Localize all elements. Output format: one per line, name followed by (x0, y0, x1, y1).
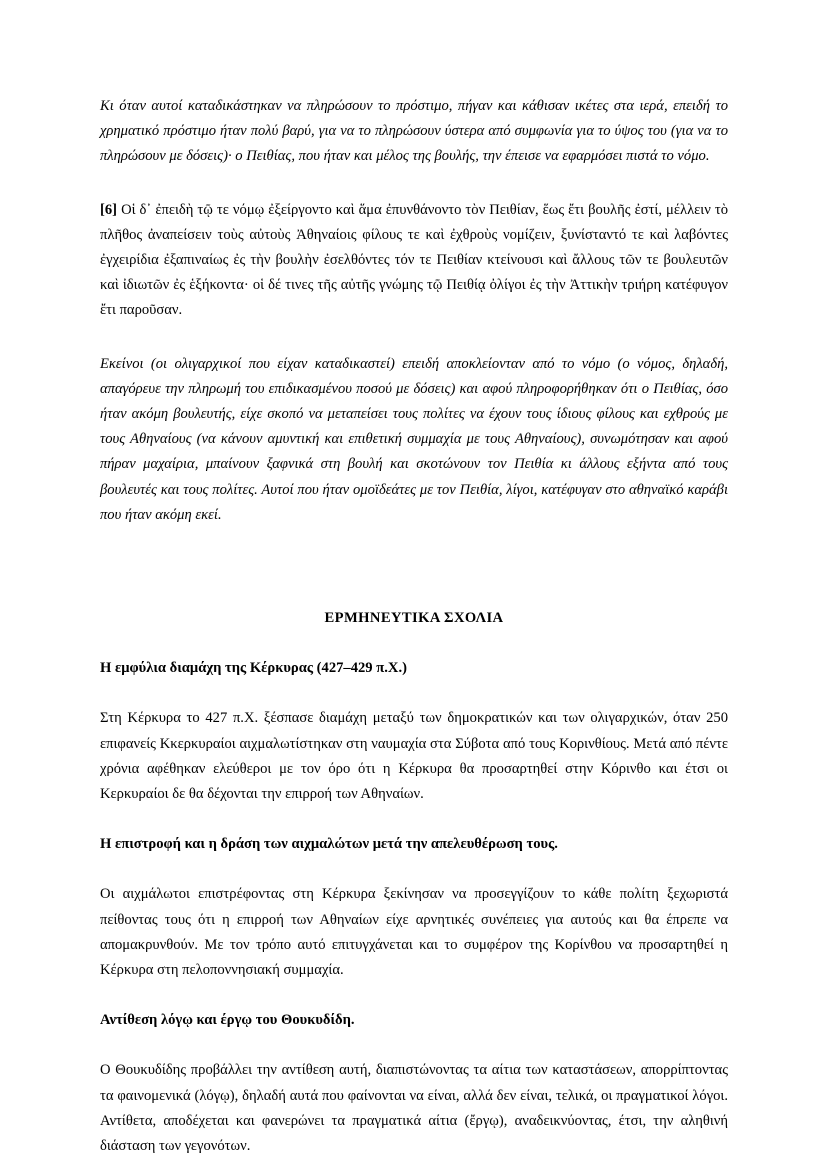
subheading-prisoners-return: Η επιστροφή και η δράση των αιχμαλώτων μετά την απελευθέρωση τους. (100, 836, 558, 853)
subheading-civil-conflict: Η εμφύλια διαμάχη της Κέρκυρας (427–429 π.Χ.) (100, 660, 407, 677)
section-number: [6] (100, 201, 118, 218)
paragraph-commentary-3: Ο Θουκυδίδης προβάλλει την αντίθεση αυτή, διαπιστώνοντας τα αίτια των καταστάσεων, απορρίπτοντας τα φαινομενικά (λόγῳ), δηλαδή αυτά που φαίνονται να είναι, αλλά δεν είναι, τελικά, οι πραγματικοί λόγοι. Αντίθετα, αποδέχεται και φανερώνει τα πραγματικά αίτια (ἔργῳ), αναδεικνύοντας, έτσι, την αληθινή διάσταση των γεγονότων. (100, 1062, 728, 1155)
block-spacer (100, 1033, 728, 1058)
document-text-column (100, 94, 728, 1159)
block-spacer (100, 681, 728, 706)
paragraph-ancient-greek-6 (100, 198, 728, 324)
block-spacer (100, 170, 728, 198)
paragraph-commentary-1: Στη Κέρκυρα το 427 π.Χ. ξέσπασε διαμάχη μεταξύ των δημοκρατικών και των ολιγαρχικών, όταν 250 επιφανείς Κκερκυραίοι αιχμαλωτίστηκαν στη ναυμαχία στα Σύβοτα από τους Κορινθίους. Μετά από πέντε χρόνια αφέθηκαν ελεύθεροι με τον όρο ότι η Κέρκυρα θα προσαρτηθεί στην Κόρινθο και έτσι οι Κερκυραίοι δε θα δέχονται την επιρροή των Αθηναίων. (100, 710, 728, 803)
paragraph-body: Οἱ δ᾽ ἐπειδὴ τῷ τε νόμῳ ἐξείργοντο καὶ ἅμα ἐπυνθάνοντο τὸν Πειθίαν, ἕως ἔτι βουλῆς ἐστί, μέλλειν τὸ πλῆθος ἀναπείσειν τοὺς αὐτοὺς Ἀθηναίοις φίλους τε καὶ ἐχθροὺς νομίζειν, ξυνίσταντό τε καὶ λαβόντες ἐγχειρίδια ἐξαπιναίως ἐς τὴν βουλὴν ἐσελθόντες τόν τε Πειθίαν κτείνουσι καὶ ἄλλους τῶν τε βουλευτῶν καὶ ἰδιωτῶν ἐς ἑξήκοντα· οἱ δέ τινες τῆς αὐτῆς γνώμης τῷ Πειθίᾳ ὀλίγοι ἐς τὴν Ἀττικὴν τριήρη κατέφυγον ἔτι παροῦσαν. (100, 201, 728, 319)
block-spacer (100, 983, 728, 1008)
block-spacer (100, 807, 728, 832)
paragraph-commentary-2: Οι αιχμάλωτοι επιστρέφοντας στη Κέρκυρα ξεκίνησαν να προσεγγίζουν το κάθε πολίτη ξεχωριστά πείθοντας τους ότι η επιρροή των Αθηναίων είχε αρνητικές συνέπειες για αυτούς και θα έπρεπε να απομακρυνθούν. Με τον τρόπο αυτό επιτυγχάνεται και το συμφέρον της Κορίνθου να προσαρτηθεί η Κέρκυρα στη πελοποννησιακή συμμαχία. (100, 886, 728, 979)
block-spacer (100, 528, 728, 606)
block-spacer (100, 631, 728, 656)
section-title: ΕΡΜΗΝΕΥΤΙΚΑ ΣΧΟΛΙΑ (324, 610, 504, 627)
subheading-logos-ergon-antithesis: Αντίθεση λόγῳ και έργῳ του Θουκυδίδη. (100, 1012, 355, 1029)
paragraph-translation-6: Εκείνοι (οι ολιγαρχικοί που είχαν καταδικαστεί) επειδή αποκλείονταν από το νόμο (ο νόμος, δηλαδή, απαγόρευε την πληρωμή του επιδικασμένου ποσού με δόσεις) και αφού πληροφορήθηκαν ότι ο Πειθίας, όσο ήταν ακόμη βουλευτής, είχε σκοπό να μεταπείσει τους πολίτες να έχουν τους ίδιους φίλους και εχθρούς με τους Αθηναίους (να κάνουν αμυντική και επιθετική συμμαχία με τους Αθηναίους), συνωμότησαν και αφού πήραν μαχαίρια, μπαίνουν ξαφνικά στη βουλή και σκοτώνουν τον Πειθία κι άλλους εξήντα από τους βουλευτές και τους πολίτες. Αυτοί που ήταν ομοϊδεάτες με τον Πειθία, λίγοι, κατέφυγαν στο αθηναϊκό καράβι που ήταν ακόμη εκεί. (100, 355, 728, 523)
block-spacer (100, 324, 728, 352)
paragraph-translation-intro: Κι όταν αυτοί καταδικάστηκαν να πληρώσουν το πρόστιμο, πήγαν και κάθισαν ικέτες στα ιερά, επειδή το χρηματικό πρόστιμο ήταν πολύ βαρύ, για να το πληρώσουν ύστερα από συμφωνία για το ύψος του (για να το πληρώσουν με δόσεις)· ο Πειθίας, που ήταν και μέλος της βουλής, την έπεισε να εφαρμόσει πιστά το νόμο. (100, 98, 728, 165)
block-spacer (100, 857, 728, 882)
